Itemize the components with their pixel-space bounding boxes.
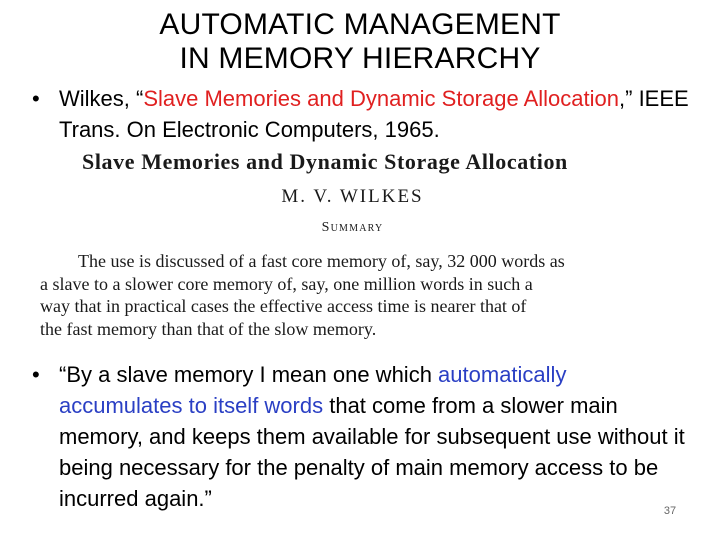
bullet-quote bbox=[32, 359, 692, 514]
scanned-summary-heading: Summary bbox=[321, 220, 384, 235]
slide-title-line-1: AUTOMATIC MANAGEMENT bbox=[159, 8, 561, 41]
bullet-citation bbox=[32, 83, 692, 145]
slide-title bbox=[0, 8, 720, 76]
citation-venue: ,” IEEE Trans. On Electronic Computers, 1965. bbox=[59, 86, 689, 142]
quote-text bbox=[59, 359, 692, 514]
scanned-abstract bbox=[40, 250, 705, 340]
scanned-paper-excerpt bbox=[40, 149, 705, 341]
quote-part-before: “By a slave memory I mean one which bbox=[59, 362, 439, 387]
scanned-paper-title: Slave Memories and Dynamic Storage Allocation bbox=[82, 149, 568, 174]
page-number: 37 bbox=[663, 505, 677, 517]
slide-title-line-2: IN MEMORY HIERARCHY bbox=[179, 42, 541, 75]
quote-part-after: that come from a slower main memory, and keeps them available for subsequent use without it being necessary for the penalty of main memory access to be incurred again.” bbox=[59, 393, 685, 511]
abstract-line: The use is discussed of a fast core memory of, say, 32 000 words as bbox=[78, 251, 565, 271]
bullet-dot: • bbox=[32, 86, 40, 111]
bullet-dot: • bbox=[32, 362, 40, 387]
scanned-paper-author: M. V. WILKES bbox=[281, 186, 424, 207]
abstract-line: the fast memory than that of the slow memory. bbox=[40, 318, 377, 339]
citation-text bbox=[59, 83, 692, 145]
abstract-line: way that in practical cases the effective access time is nearer that of bbox=[40, 296, 527, 316]
citation-author: Wilkes, “ bbox=[59, 86, 144, 111]
abstract-line: a slave to a slower core memory of, say, one million words in such a bbox=[40, 273, 533, 294]
quote-highlight: automatically accumulates to itself words bbox=[59, 362, 567, 418]
citation-paper-title: Slave Memories and Dynamic Storage Allocation bbox=[143, 86, 620, 111]
